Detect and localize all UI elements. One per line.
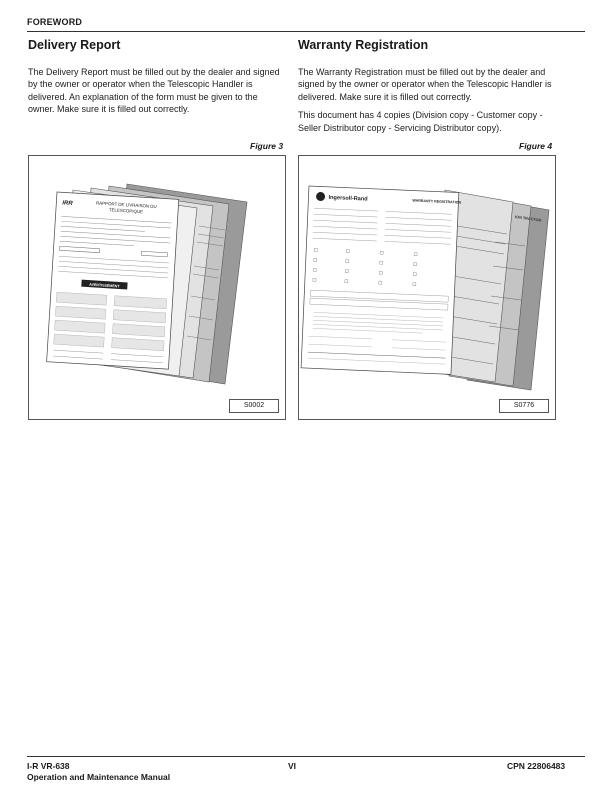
form-title-line-1: RAPPORT DE LIVRAISON DU [95, 200, 157, 210]
warranty-registration-text: The Warranty Registration must be filled out by the dealer and signed by the owner or operator when the Telescopic Handler is delivered. Make sure it is filled out correctly. [298, 67, 552, 102]
figure-3-code: S0002 [229, 399, 279, 413]
delivery-report-text: The Delivery Report must be filled out by the dealer and signed by the owner or operator when the Telescopic Handler is delivered. An explanation of the form must be given to the owner. Make sure it is filled out correctly. [28, 67, 280, 115]
form-title: WARRANTY REGISTRATION [412, 198, 462, 205]
svg-text:IRR: IRR [62, 200, 73, 207]
figure-4-frame [298, 155, 556, 420]
back-sheet-title: ION TRACTOR [514, 215, 542, 223]
figure-3-label: Figure 3 [250, 141, 284, 151]
header-rule [27, 31, 585, 32]
warranty-registration-title: Warranty Registration [298, 38, 429, 52]
figure-3-frame [28, 155, 286, 420]
form-brand: Ingersoll-Rand [328, 194, 368, 203]
warranty-registration-section [298, 38, 556, 140]
warranty-sheet-front [301, 186, 462, 374]
warranty-copies-text: This document has 4 copies (Division copy - Customer copy - Seller Distributor copy - Servicing Distributor copy). [298, 110, 543, 133]
footer-model: I-R VR-638 [27, 761, 70, 771]
footer-cpn: CPN 22806483 [507, 761, 566, 771]
delivery-report-title: Delivery Report [28, 38, 121, 52]
section-label: FOREWORD [27, 17, 83, 27]
delivery-report-illustration [29, 156, 286, 420]
form-warning-banner: AVERTISSEMENT [89, 282, 120, 289]
warranty-registration-illustration [299, 156, 556, 420]
delivery-report-section [28, 38, 286, 122]
page-number: VI [288, 761, 297, 771]
figure-4-label: Figure 4 [519, 141, 553, 151]
form-title-line-2: TELESCOPIQUE [108, 207, 144, 215]
footer-manual-title: Operation and Maintenance Manual [27, 772, 171, 782]
figure-4-code: S0776 [499, 399, 549, 413]
form-sheet-front [47, 192, 179, 369]
footer-rule [27, 756, 585, 757]
